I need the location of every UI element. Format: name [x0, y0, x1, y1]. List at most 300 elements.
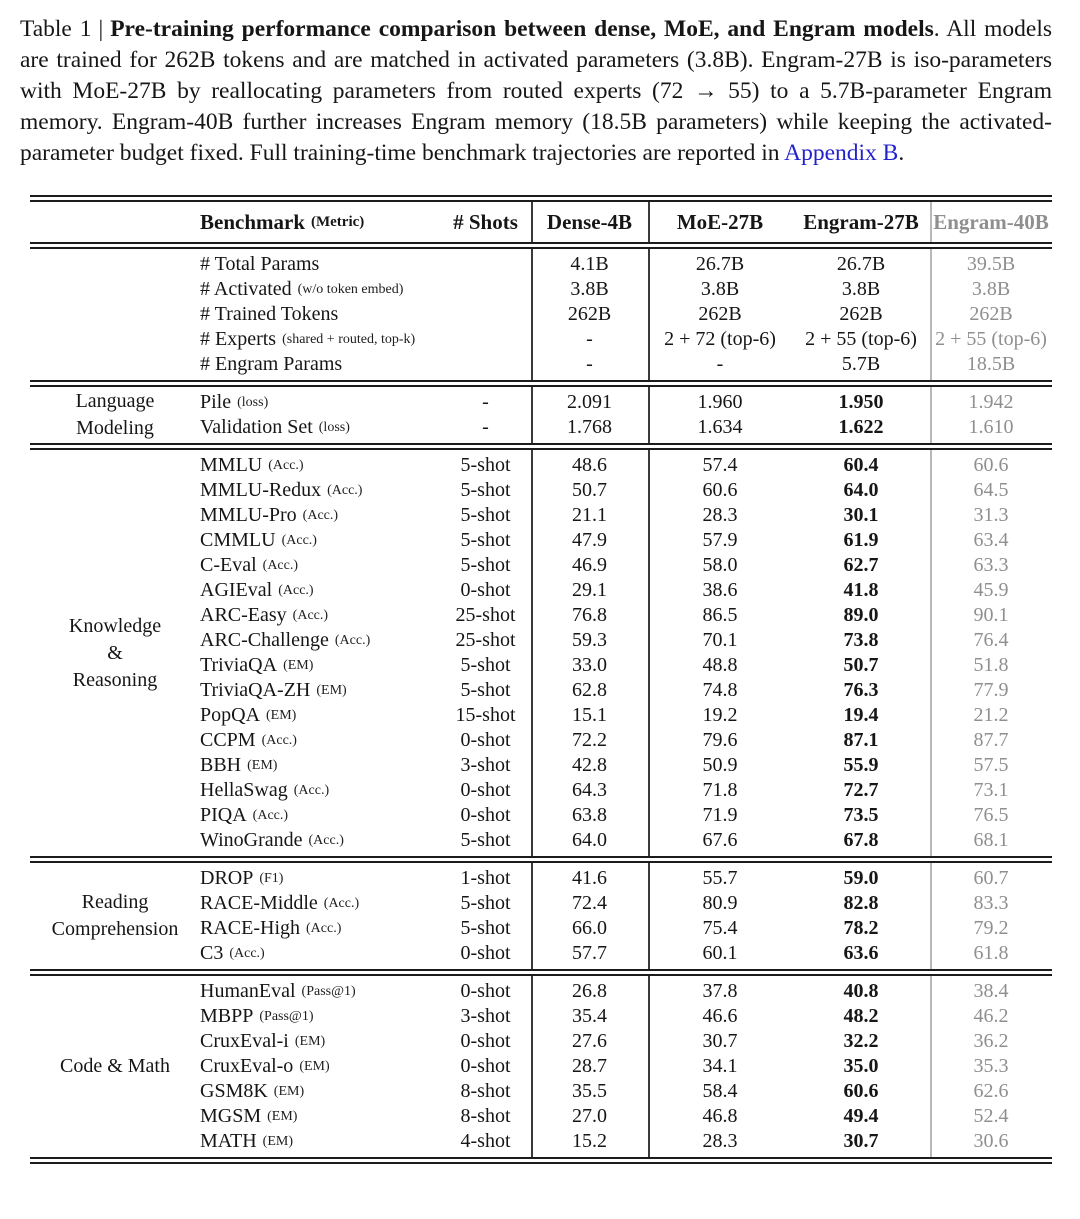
- group-label-line: Code & Math: [60, 1055, 170, 1077]
- value-moe27b: 74.8: [702, 679, 738, 701]
- metric-note: (EM): [262, 1133, 293, 1149]
- value-engram27b: 67.8: [843, 829, 879, 851]
- value-moe27b: 48.8: [702, 654, 738, 676]
- value-dense4b: 35.5: [572, 1080, 607, 1102]
- value-engram40b: 83.3: [973, 892, 1009, 914]
- value-moe27b: 19.2: [702, 704, 738, 726]
- value-engram40b: 45.9: [973, 579, 1009, 601]
- shots-cell: 5-shot: [460, 504, 511, 526]
- shots-cell: 5-shot: [460, 529, 511, 551]
- shots-cell: 0-shot: [460, 1055, 511, 1077]
- value-engram27b: 2 + 55 (top-6): [805, 328, 917, 350]
- value-dense4b: 76.8: [572, 604, 607, 626]
- shots-cell: 0-shot: [460, 804, 511, 826]
- column-rule: [930, 976, 932, 1157]
- group-label-reading-comprehension: [30, 866, 200, 966]
- benchmark-name: MBPP: [200, 1005, 254, 1027]
- benchmark-name: # Engram Params: [200, 353, 343, 375]
- benchmark-name: CMMLU: [200, 529, 276, 551]
- value-dense4b: 26.8: [572, 980, 607, 1002]
- metric-note: (EM): [283, 657, 314, 673]
- benchmark-cell: [200, 1054, 440, 1079]
- value-moe27b: 70.1: [702, 629, 738, 651]
- group-label-line: Knowledge: [68, 614, 162, 637]
- value-engram40b: 3.8B: [971, 278, 1011, 300]
- shots-cell: 1-shot: [460, 867, 511, 889]
- value-engram27b: 59.0: [843, 867, 879, 889]
- benchmark-cell: [200, 1104, 440, 1129]
- benchmark-name: GSM8K: [200, 1080, 268, 1102]
- benchmark-name: WinoGrande: [200, 829, 303, 851]
- value-moe27b: 50.9: [702, 754, 738, 776]
- value-moe27b: 71.8: [702, 779, 738, 801]
- metric-note: (Acc.): [293, 782, 330, 798]
- column-rule-engram40: [930, 202, 932, 242]
- value-engram40b: 77.9: [973, 679, 1009, 701]
- section-rule: [30, 443, 1052, 450]
- metric-note: (Acc.): [281, 532, 317, 548]
- value-dense4b: 64.0: [572, 829, 607, 851]
- value-moe27b: 71.9: [702, 804, 738, 826]
- shots-cell: 5-shot: [460, 679, 511, 701]
- column-rule: [531, 450, 533, 856]
- value-dense4b: 27.0: [572, 1105, 607, 1127]
- metric-note: (EM): [316, 682, 347, 698]
- metric-note: (Acc.): [306, 920, 342, 936]
- value-engram40b: 35.3: [973, 1055, 1009, 1077]
- column-rule: [930, 249, 932, 380]
- column-rule: [531, 863, 533, 969]
- benchmark-cell: [200, 803, 440, 828]
- value-engram27b: 73.5: [843, 804, 879, 826]
- value-engram27b: 73.8: [843, 629, 879, 651]
- value-moe27b: 2 + 72 (top-6): [664, 328, 776, 350]
- benchmark-cell: [200, 503, 440, 528]
- value-engram27b: 55.9: [843, 754, 879, 776]
- value-engram40b: 46.2: [973, 1005, 1009, 1027]
- value-engram40b: 63.4: [973, 529, 1009, 551]
- value-moe27b: 37.8: [702, 980, 738, 1002]
- value-dense4b: -: [586, 353, 593, 375]
- column-rule: [648, 450, 650, 856]
- benchmark-name: MGSM: [200, 1105, 262, 1127]
- value-moe27b: 26.7B: [695, 253, 745, 275]
- metric-note: (Acc.): [323, 895, 360, 911]
- value-dense4b: 4.1B: [570, 253, 609, 275]
- value-engram27b: 89.0: [843, 604, 879, 626]
- value-dense4b: 27.6: [572, 1030, 607, 1052]
- value-engram27b: 60.6: [843, 1080, 879, 1102]
- value-dense4b: -: [586, 328, 593, 350]
- value-dense4b: 72.4: [572, 892, 607, 914]
- shots-cell: -: [482, 391, 489, 413]
- value-engram27b: 78.2: [843, 917, 879, 939]
- metric-note: (loss): [237, 394, 269, 410]
- value-engram40b: 18.5B: [966, 353, 1016, 375]
- benchmark-cell: [200, 703, 440, 728]
- group-label-line: Modeling: [76, 417, 154, 439]
- value-engram27b: 32.2: [843, 1030, 879, 1052]
- value-dense4b: 29.1: [572, 579, 607, 601]
- value-engram27b: 87.1: [843, 729, 879, 751]
- benchmark-cell: [200, 866, 440, 891]
- value-moe27b: 1.634: [697, 416, 743, 438]
- metric-note: (Acc.): [327, 482, 363, 498]
- metric-note: (Acc.): [302, 507, 339, 523]
- results-table: [30, 195, 1052, 1164]
- value-engram40b: 62.6: [973, 1080, 1009, 1102]
- benchmark-name: Pile: [200, 391, 232, 413]
- shots-cell: 0-shot: [460, 579, 511, 601]
- value-engram40b: 64.5: [973, 479, 1009, 501]
- shots-cell: 5-shot: [460, 917, 511, 939]
- caption-separator: |: [98, 16, 104, 42]
- value-engram27b: 41.8: [843, 579, 879, 601]
- value-moe27b: 57.9: [702, 529, 738, 551]
- benchmark-cell: [200, 277, 440, 302]
- benchmark-cell: [200, 1079, 440, 1104]
- shots-cell: 5-shot: [460, 454, 511, 476]
- benchmark-name: MMLU-Pro: [200, 504, 297, 526]
- value-engram27b: 50.7: [843, 654, 879, 676]
- table-header-row: [30, 202, 1052, 242]
- value-engram27b: 30.7: [843, 1130, 879, 1152]
- group-label-knowledge-reasoning: [30, 453, 200, 853]
- benchmark-name: PopQA: [200, 704, 261, 726]
- value-dense4b: 72.2: [572, 729, 607, 751]
- shots-cell: 25-shot: [455, 629, 516, 651]
- header-shots: # Shots: [453, 209, 518, 234]
- value-engram40b: 61.8: [973, 942, 1009, 964]
- caption-final-period: .: [898, 140, 905, 166]
- value-engram27b: 30.1: [843, 504, 879, 526]
- benchmark-name: # Trained Tokens: [200, 303, 339, 325]
- benchmark-name: HellaSwag: [200, 779, 288, 801]
- header-rule: [30, 242, 1052, 249]
- value-dense4b: 35.4: [572, 1005, 607, 1027]
- value-dense4b: 62.8: [572, 679, 607, 701]
- metric-note: (EM): [273, 1083, 305, 1099]
- value-engram27b: 76.3: [843, 679, 879, 701]
- shots-cell: 0-shot: [460, 980, 511, 1002]
- value-moe27b: 30.7: [702, 1030, 738, 1052]
- value-engram40b: 1.610: [968, 416, 1014, 438]
- value-engram27b: 1.622: [838, 416, 884, 438]
- value-moe27b: -: [716, 353, 724, 375]
- benchmark-name: RACE-Middle: [200, 892, 318, 914]
- shots-cell: 5-shot: [460, 829, 511, 851]
- column-rule: [930, 387, 932, 443]
- value-dense4b: 46.9: [572, 554, 607, 576]
- value-moe27b: 46.8: [702, 1105, 738, 1127]
- value-engram27b: 5.7B: [841, 353, 881, 375]
- shots-cell: 5-shot: [460, 654, 511, 676]
- column-rule-dense: [648, 202, 650, 242]
- value-engram40b: 31.3: [973, 504, 1009, 526]
- benchmark-cell: [200, 252, 440, 277]
- column-rule-shots: [531, 202, 533, 242]
- column-rule: [648, 976, 650, 1157]
- value-engram27b: 1.950: [838, 391, 884, 413]
- value-moe27b: 58.4: [702, 1080, 738, 1102]
- metric-note: (Pass@1): [301, 983, 356, 999]
- value-dense4b: 28.7: [572, 1055, 607, 1077]
- value-engram40b: 57.5: [973, 754, 1009, 776]
- section-code-math: [30, 976, 1052, 1157]
- metric-note: (loss): [318, 419, 350, 435]
- shots-cell: 0-shot: [460, 942, 511, 964]
- header-model-engram27b: Engram-27B: [803, 209, 919, 234]
- value-moe27b: 38.6: [702, 579, 738, 601]
- benchmark-name: TriviaQA: [200, 654, 278, 676]
- value-engram27b: 72.7: [843, 779, 879, 801]
- bottom-rule: [30, 1157, 1052, 1164]
- metric-note: (Acc.): [262, 557, 299, 573]
- metric-note: (EM): [299, 1058, 330, 1074]
- value-engram27b: 62.7: [843, 554, 879, 576]
- benchmark-name: CCPM: [200, 729, 256, 751]
- value-dense4b: 3.8B: [570, 278, 609, 300]
- benchmark-cell: [200, 578, 440, 603]
- group-label-line: &: [107, 641, 123, 664]
- header-benchmark: [200, 202, 440, 242]
- value-moe27b: 28.3: [702, 504, 738, 526]
- column-rule: [930, 450, 932, 856]
- value-engram40b: 1.942: [968, 391, 1014, 413]
- metric-note: (Acc.): [308, 832, 344, 848]
- shots-cell: [440, 302, 531, 327]
- benchmark-name: PIQA: [200, 804, 247, 826]
- top-rule: [30, 195, 1052, 202]
- metric-note: (shared + routed, top-k): [282, 331, 416, 347]
- benchmark-cell: [200, 453, 440, 478]
- value-dense4b: 33.0: [572, 654, 607, 676]
- value-engram40b: 73.1: [973, 779, 1009, 801]
- section-rule: [30, 380, 1052, 387]
- value-engram27b: 19.4: [843, 704, 879, 726]
- value-dense4b: 57.7: [572, 942, 607, 964]
- value-dense4b: 66.0: [572, 917, 607, 939]
- shots-cell: 15-shot: [455, 704, 516, 726]
- value-moe27b: 46.6: [702, 1005, 738, 1027]
- benchmark-cell: [200, 302, 440, 327]
- benchmark-cell: [200, 1029, 440, 1054]
- column-rule: [648, 863, 650, 969]
- value-engram40b: 68.1: [973, 829, 1009, 851]
- benchmark-cell: [200, 528, 440, 553]
- shots-cell: [440, 352, 531, 377]
- benchmark-cell: [200, 553, 440, 578]
- value-engram40b: 90.1: [973, 604, 1009, 626]
- shots-cell: 5-shot: [460, 892, 511, 914]
- shots-cell: 3-shot: [460, 754, 511, 776]
- benchmark-name: ARC-Easy: [200, 604, 287, 626]
- benchmark-name: MMLU: [200, 454, 263, 476]
- benchmark-name: MATH: [200, 1130, 257, 1152]
- value-moe27b: 79.6: [702, 729, 738, 751]
- group-label-code-math: [30, 979, 200, 1154]
- section-knowledge-reasoning: [30, 450, 1052, 856]
- benchmark-cell: [200, 603, 440, 628]
- value-moe27b: 34.1: [702, 1055, 738, 1077]
- metric-note: (Acc.): [292, 607, 329, 623]
- shots-cell: [440, 252, 531, 277]
- value-engram27b: 35.0: [843, 1055, 879, 1077]
- benchmark-name: BBH: [200, 754, 242, 776]
- value-engram27b: 61.9: [843, 529, 879, 551]
- caption-bold-title: Pre-training performance comparison between dense, MoE, and Engram models: [110, 16, 934, 42]
- value-engram40b: 87.7: [973, 729, 1009, 751]
- metric-note: (Acc.): [268, 457, 304, 473]
- shots-cell: [440, 327, 531, 352]
- value-dense4b: 47.9: [572, 529, 607, 551]
- metric-note: (F1): [259, 870, 284, 886]
- column-rule: [531, 976, 533, 1157]
- benchmark-cell: [200, 653, 440, 678]
- value-moe27b: 57.4: [702, 454, 738, 476]
- column-rule: [930, 863, 932, 969]
- header-metric-note: (Metric): [311, 213, 365, 230]
- appendix-b-link[interactable]: Appendix B: [784, 140, 899, 166]
- benchmark-name: # Activated: [200, 278, 292, 300]
- value-dense4b: 42.8: [572, 754, 607, 776]
- value-engram40b: 52.4: [973, 1105, 1009, 1127]
- value-dense4b: 15.2: [572, 1130, 607, 1152]
- metric-note: (EM): [266, 707, 297, 723]
- column-rule: [648, 387, 650, 443]
- benchmark-name: DROP: [200, 867, 254, 889]
- value-moe27b: 67.6: [702, 829, 738, 851]
- value-moe27b: 86.5: [702, 604, 738, 626]
- benchmark-cell: [200, 415, 440, 440]
- benchmark-name: # Total Params: [200, 253, 320, 275]
- benchmark-cell: [200, 828, 440, 853]
- column-rule: [648, 249, 650, 380]
- benchmark-name: HumanEval: [200, 980, 296, 1002]
- metric-note: (Acc.): [252, 807, 289, 823]
- value-engram40b: 2 + 55 (top-6): [935, 328, 1047, 350]
- value-dense4b: 63.8: [572, 804, 607, 826]
- value-moe27b: 3.8B: [700, 278, 740, 300]
- metric-note: (Acc.): [229, 945, 265, 961]
- benchmark-cell: [200, 478, 440, 503]
- benchmark-name: MMLU-Redux: [200, 479, 322, 501]
- caption-table-label: Table 1: [20, 16, 92, 42]
- benchmark-cell: [200, 979, 440, 1004]
- value-engram27b: 63.6: [843, 942, 879, 964]
- benchmark-name: ARC-Challenge: [200, 629, 329, 651]
- benchmark-name: RACE-High: [200, 917, 300, 939]
- shots-cell: 3-shot: [460, 1005, 511, 1027]
- value-engram40b: 60.6: [973, 454, 1009, 476]
- section-params: [30, 249, 1052, 380]
- shots-cell: 8-shot: [460, 1105, 511, 1127]
- metric-note: (Acc.): [261, 732, 297, 748]
- benchmark-name: # Experts: [200, 328, 277, 350]
- value-dense4b: 1.768: [567, 416, 612, 438]
- value-moe27b: 262B: [698, 303, 742, 325]
- benchmark-name: Validation Set: [200, 416, 313, 438]
- benchmark-name: AGIEval: [200, 579, 273, 601]
- column-rule: [531, 387, 533, 443]
- header-benchmark-label: Benchmark: [200, 209, 305, 234]
- benchmark-cell: [200, 1129, 440, 1154]
- benchmark-cell: [200, 941, 440, 966]
- value-moe27b: 60.6: [702, 479, 738, 501]
- shots-cell: 4-shot: [460, 1130, 511, 1152]
- value-dense4b: 15.1: [572, 704, 607, 726]
- value-engram27b: 40.8: [843, 980, 879, 1002]
- section-language-modeling: [30, 387, 1052, 443]
- value-engram27b: 60.4: [843, 454, 879, 476]
- benchmark-cell: [200, 327, 440, 352]
- value-engram40b: 36.2: [973, 1030, 1009, 1052]
- value-moe27b: 55.7: [702, 867, 738, 889]
- value-dense4b: 41.6: [572, 867, 607, 889]
- benchmark-cell: [200, 753, 440, 778]
- column-rule: [531, 249, 533, 380]
- value-moe27b: 1.960: [697, 391, 743, 413]
- shots-cell: -: [482, 416, 489, 438]
- benchmark-cell: [200, 352, 440, 377]
- value-engram40b: 30.6: [973, 1130, 1009, 1152]
- metric-note: (EM): [247, 757, 278, 773]
- metric-note: (Acc.): [278, 582, 314, 598]
- benchmark-name: CruxEval-o: [200, 1055, 294, 1077]
- header-model-engram40b: Engram-40B: [933, 209, 1049, 234]
- benchmark-cell: [200, 891, 440, 916]
- shots-cell: 0-shot: [460, 779, 511, 801]
- header-model-moe27b: MoE-27B: [676, 209, 764, 234]
- group-label-language-modeling: [30, 390, 200, 440]
- value-engram27b: 64.0: [843, 479, 879, 501]
- table-body: [30, 249, 1052, 1164]
- benchmark-name: C3: [200, 942, 224, 964]
- caption-body-text: . All models are trained for 262B tokens and are matched in activated parameters (3.8B). Engram-27B is iso-parameters with MoE-27B by reallocating parameters from routed experts (72 → 55) to a 5.7B-parameter Engram memory. Engram-40B further increases Engram memory (18.5B parameters) while keeping the activated-parameter budget fixed. Full training-time benchmark trajectories are reported in: [20, 16, 1052, 166]
- benchmark-cell: [200, 916, 440, 941]
- benchmark-cell: [200, 390, 440, 415]
- shots-cell: 5-shot: [460, 554, 511, 576]
- value-dense4b: 50.7: [572, 479, 607, 501]
- value-moe27b: 28.3: [702, 1130, 738, 1152]
- benchmark-cell: [200, 728, 440, 753]
- value-engram40b: 39.5B: [966, 253, 1016, 275]
- value-engram40b: 51.8: [973, 654, 1009, 676]
- shots-cell: 0-shot: [460, 729, 511, 751]
- shots-cell: 0-shot: [460, 1030, 511, 1052]
- benchmark-cell: [200, 628, 440, 653]
- value-dense4b: 2.091: [567, 391, 612, 413]
- section-rule: [30, 969, 1052, 976]
- value-engram40b: 262B: [969, 303, 1013, 325]
- benchmark-name: TriviaQA-ZH: [200, 679, 311, 701]
- value-engram40b: 38.4: [973, 980, 1009, 1002]
- shots-cell: 5-shot: [460, 479, 511, 501]
- section-rule: [30, 856, 1052, 863]
- metric-note: (w/o token embed): [297, 281, 404, 297]
- header-model-dense4b: Dense-4B: [546, 209, 633, 234]
- benchmark-cell: [200, 1004, 440, 1029]
- table-caption: [20, 14, 1052, 169]
- benchmark-name: CruxEval-i: [200, 1030, 289, 1052]
- value-moe27b: 75.4: [702, 917, 738, 939]
- benchmark-cell: [200, 678, 440, 703]
- metric-note: (Pass@1): [259, 1008, 314, 1024]
- metric-note: (EM): [294, 1033, 326, 1049]
- value-dense4b: 59.3: [572, 629, 607, 651]
- shots-cell: [440, 277, 531, 302]
- value-engram27b: 48.2: [843, 1005, 879, 1027]
